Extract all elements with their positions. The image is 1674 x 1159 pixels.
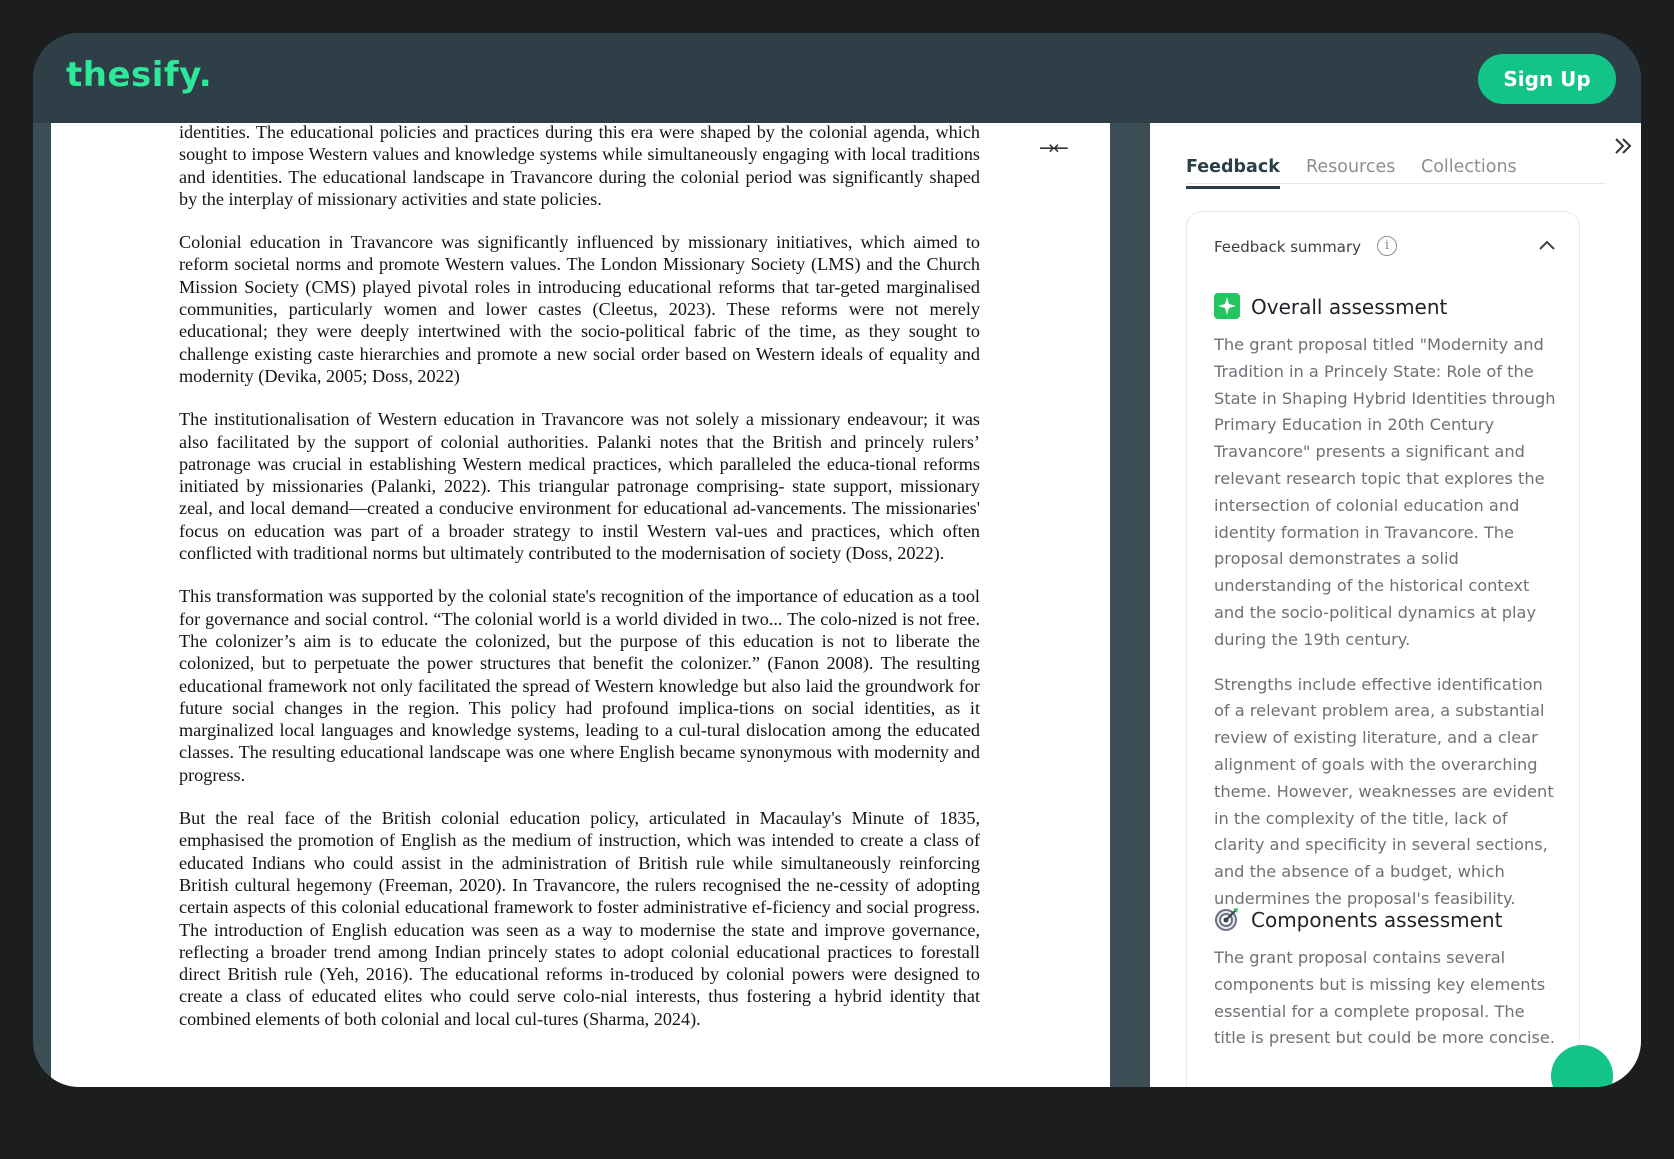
overall-paragraph: The grant proposal titled "Modernity and Tradition in a Princely State: Role of the State in Shaping Hybrid Identities through Primary Education in 20th Century Travancore" presents a significant and relevant research topic that explores the intersection of colonial education and identity formation in Travancore. The proposal demonstrates a solid understanding of the historical context and the socio-political dynamics at play during the 19th century.: [1214, 335, 1556, 649]
tab-collections[interactable]: Collections: [1421, 157, 1517, 177]
overall-assessment-text: [1214, 332, 1559, 913]
document-paragraph: The institutionalisation of Western education in Travancore was not solely a missionary endeavour; it was also facilitated by the support of colonial authorities. Palanki notes that the British and princely rulers’ patronage was crucial in establishing Western medical practices, which paralleled the educa-tional reforms initiated by missionaries (Palanki, 2022). This triangular patronage comprising- state support, missionary zeal, and local demand—created a conducive environment for educational ad-vancements. The missionaries' focus on education was part of a broader strategy to instil Western val-ues and practices, which often conflicted with traditional norms but ultimately contributed to the modernisation of society (Doss, 2022).: [179, 409, 980, 564]
components-assessment-title: Components assessment: [1251, 908, 1503, 932]
app-screen: [33, 33, 1641, 1087]
chevron-up-icon[interactable]: [1537, 236, 1557, 256]
feedback-panel: [1150, 123, 1641, 1087]
overall-assessment-title: Overall assessment: [1251, 295, 1448, 319]
document-viewer[interactable]: [51, 123, 1110, 1087]
arrows-inward-icon[interactable]: →←: [1039, 137, 1067, 159]
panel-tabs: [1186, 123, 1606, 184]
document-text: [179, 123, 980, 1051]
sparkle-icon: [1214, 293, 1240, 319]
feedback-summary-card: [1186, 211, 1580, 1087]
top-bar: [33, 33, 1641, 123]
overall-paragraph: Strengths include effective identification of a relevant problem area, a substantial review of existing literature, and a clear alignment of goals with the overarching theme. However, weaknesses are evident in the complexity of the title, lack of clarity and specificity in several sections, and the absence of a budget, which undermines the proposal's feasibility.: [1214, 674, 1554, 908]
components-paragraph: The grant proposal contains several components but is missing key elements essential for a complete proposal. The title is present but could be more concise.: [1214, 948, 1556, 1048]
document-paragraph: But the real face of the British colonial education policy, articulated in Macaulay's Minute of 1835, emphasised the promotion of English as the medium of instruction, which was intended to create a class of educated Indians who could assist in the administration of British rule while simultaneously reinforcing British cultural hegemony (Freeman, 2020). In Travancore, the rulers recognised the ne-cessity of adopting certain aspects of this colonial educational framework to foster administrative ef-ficiency and social progress. The introduction of English education was seen as a way to modernise the state and improve governance, reflecting a broader trend among Indian princely states to adopt colonial educational practices to forestall direct British rule (Yeh, 2016). The educational reforms in-troduced by colonial powers were designed to create a class of educated elites who could serve colo-nial interests, thus fostering a hybrid identity that combined elements of both colonial and local cul-tures (Sharma, 2024).: [179, 808, 980, 1029]
sign-up-button[interactable]: Sign Up: [1478, 54, 1616, 104]
components-assessment-text: [1214, 945, 1559, 1052]
document-paragraph: Colonial education in Travancore was significantly influenced by missionary initiatives, which aimed to reform societal norms and promote Western values. The London Missionary Society (LMS) and the Church Mission Society (CMS) played pivotal roles in introducing educational reforms that tar-geted marginalised communities, particularly women and lower castes (Cleetus, 2023). These reforms were not merely educational; they were deeply intertwined with the socio-political fabric of the time, as they sought to challenge existing caste hierarchies and promote a new social order based on Western ideals of equality and modernity (Devika, 2005; Doss, 2022): [179, 232, 980, 386]
feedback-summary-title: Feedback summary: [1214, 238, 1361, 256]
info-icon[interactable]: i: [1377, 236, 1397, 256]
double-chevron-right-icon[interactable]: [1611, 134, 1637, 160]
tab-resources[interactable]: Resources: [1306, 157, 1396, 177]
target-icon: [1214, 906, 1240, 932]
document-paragraph: identities. The educational policies and practices during this era were shaped by the colonial agenda, which sought to impose Western values and knowledge systems while simultaneously engaging with local traditions and identities. The educational landscape in Travancore during the colonial period was significantly shaped by the interplay of missionary activities and state policies.: [179, 123, 980, 209]
feedback-summary-header[interactable]: [1214, 236, 1559, 260]
thesify-logo[interactable]: thesify.: [66, 55, 213, 95]
document-paragraph: This transformation was supported by the colonial state's recognition of the importance of education as a tool for governance and social control. “The colonial world is a world divided in two... The colo-nized is not free. The colonizer’s aim is to educate the colonized, but the purpose of this education is not to liberate the colonized, but to perpetuate the power structures that benefit the colonizer.” (Fanon 2008). The resulting educational framework not only facilitated the spread of Western knowledge but also laid the groundwork for future social changes in the region. This policy had profound implica-tions on social identities, as it marginalized local languages and knowledge systems, leading to a cul-tural dislocation among the educated classes. The resulting educational landscape was one where English became synonymous with modernity and progress.: [179, 586, 980, 785]
tab-feedback[interactable]: Feedback: [1186, 157, 1280, 189]
